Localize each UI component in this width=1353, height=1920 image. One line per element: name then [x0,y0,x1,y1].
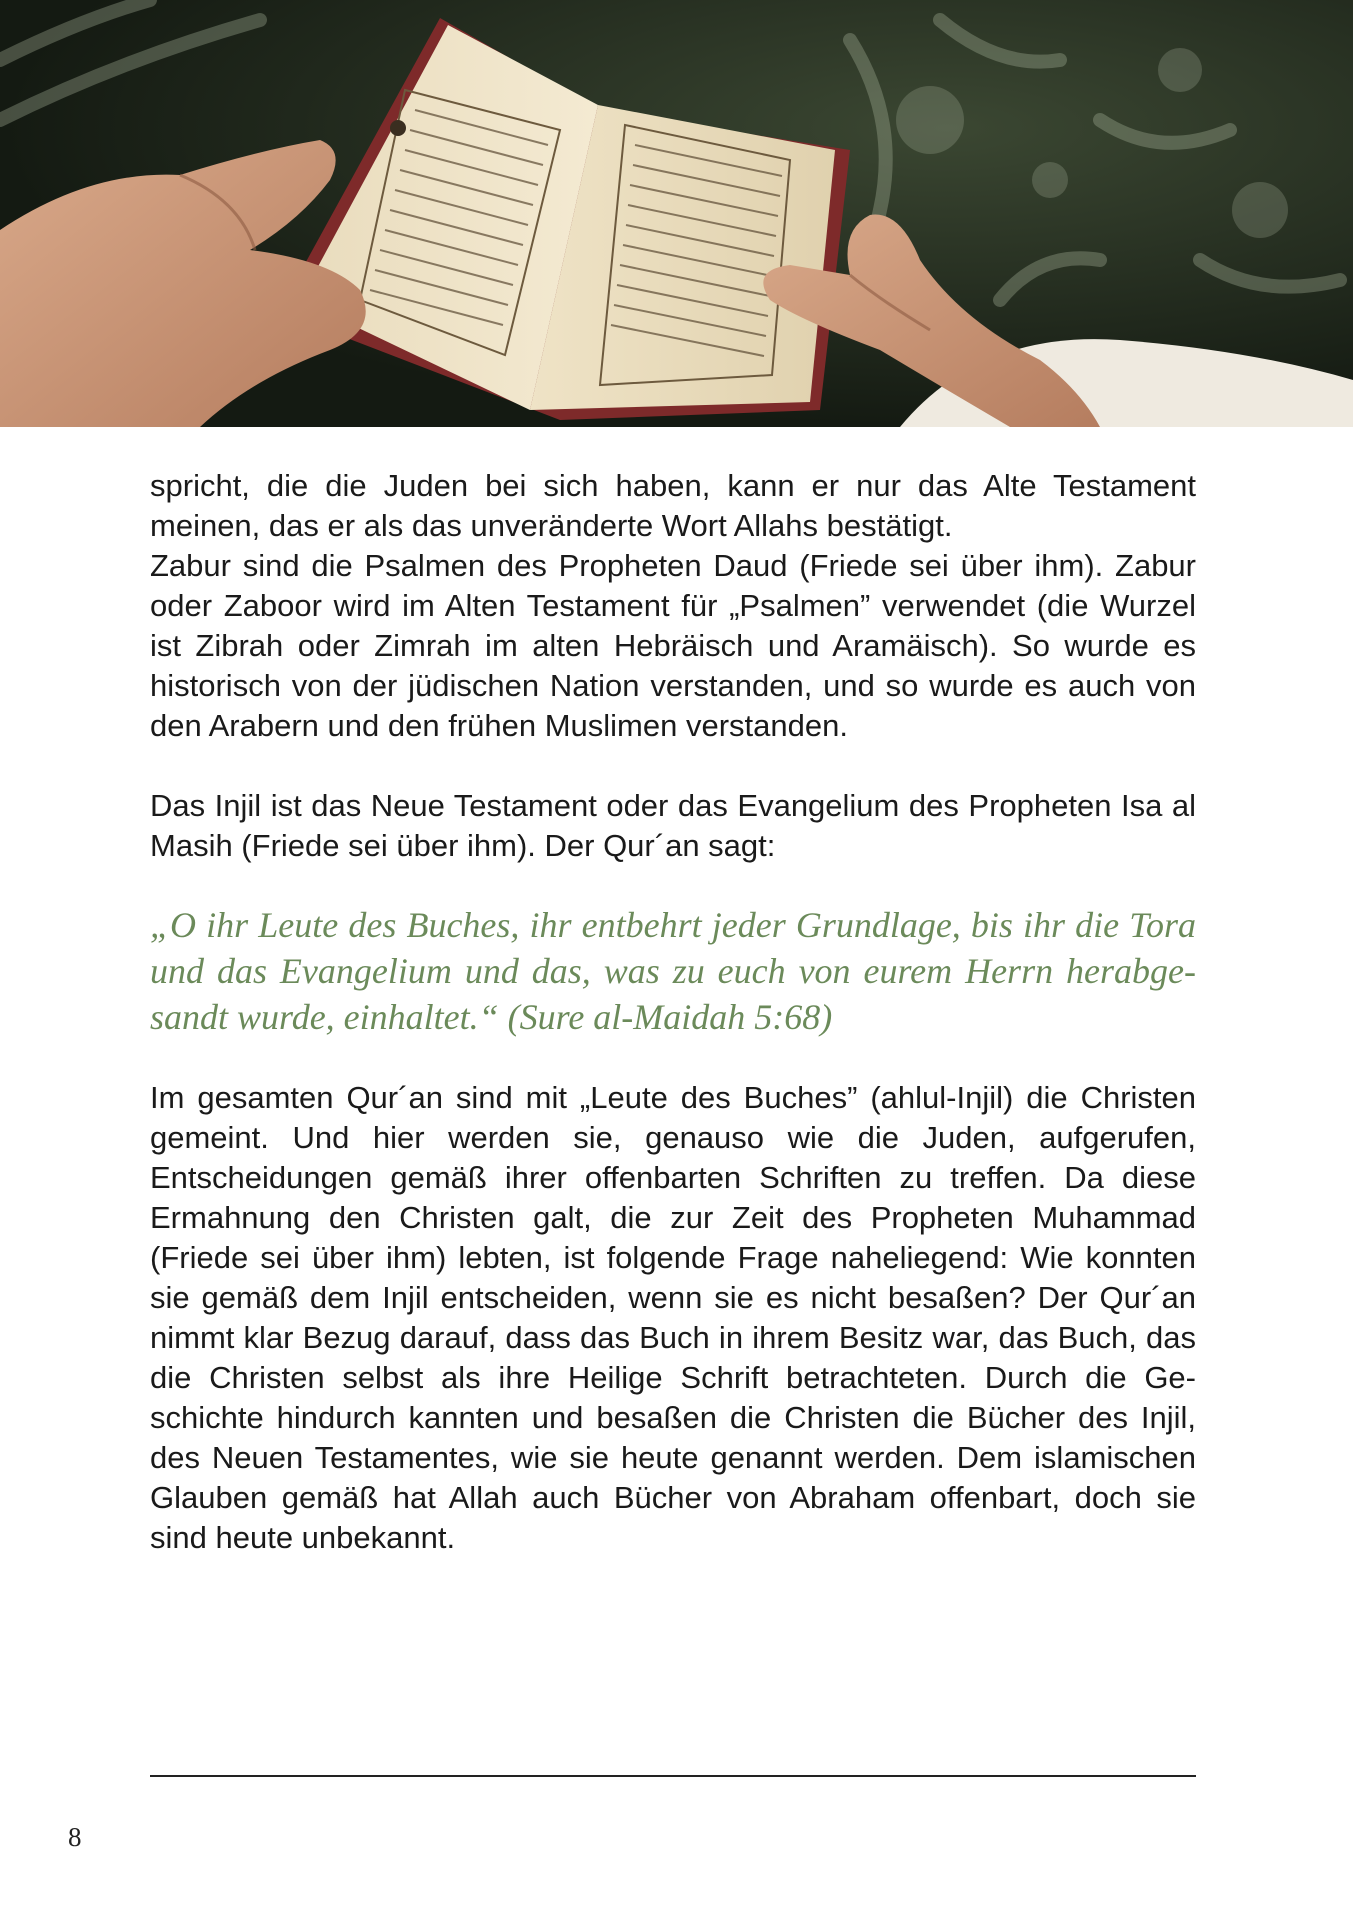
header-photo [0,0,1353,427]
quran-in-hands-illustration [0,0,1353,427]
paragraph-1: spricht, die die Juden bei sich haben, kann er nur das Alte Testament meinen, das er als das unveränderte Wort Allahs bestätigt. [150,468,1196,543]
page-number: 8 [68,1822,82,1852]
paragraph-3: Das Injil ist das Neue Testament oder das Evangelium des Propheten Isa al Masih (Friede sei über ihm). Der Qur´an sagt: [150,788,1196,863]
paragraph-2: Zabur sind die Psalmen des Propheten Daud (Friede sei über ihm). Zabur oder Zaboor wird im Alten Testament für „Psalmen” verwendet (die Wurzel ist Zibrah oder Zimrah im alten Hebräisch und Aramäisch). So wurde es historisch von der jüdischen Nation verstanden, und so wurde es auch von den Arabern und den frühen Muslimen verstanden. [150,548,1196,743]
paragraph-4: Im gesamten Qur´an sind mit „Leute des Buches” (ahlul-Injil) die Christen gemeint. Und hier werden sie, genauso wie die Juden, aufgerufen, Entscheidungen gemäß ihrer offenbarten Schriften zu treffen. Da diese Ermahnung den Christen galt, die zur Zeit des Propheten Muhammad (Friede sei über ihm) lebten, ist folgende Frage naheliegend: Wie konnten sie gemäß dem Injil entscheiden, wenn sie es nicht besaßen? Der Qur´an nimmt klar Bezug darauf, dass das Buch in ihrem Besitz war, das Buch, das die Christen selbst als ihre Heilige Schrift betrachteten. Durch die Geschichte hindurch kannten und besaßen die Christen die Bücher des Injil, des Neuen Testamentes, wie sie heute genannt werden. Dem islamischen Glauben gemäß hat Allah auch Bücher von Abraham offenbart, doch sie sind heute unbekannt. [150,1080,1196,1555]
article-body [150,466,1196,1558]
quote-gap-bottom [150,1040,1196,1078]
quote-gap-top [150,866,1196,902]
paragraph-gap [150,746,1196,786]
footer-divider [150,1775,1196,1777]
quran-quote: „O ihr Leute des Buches, ihr entbehrt jeder Grundlage, bis ihr die Tora und das Evangelium und das, was zu euch von eurem Herrn herabgesandt wurde, einhaltet.“ (Sure al-Maidah 5:68) [150,905,1196,1037]
